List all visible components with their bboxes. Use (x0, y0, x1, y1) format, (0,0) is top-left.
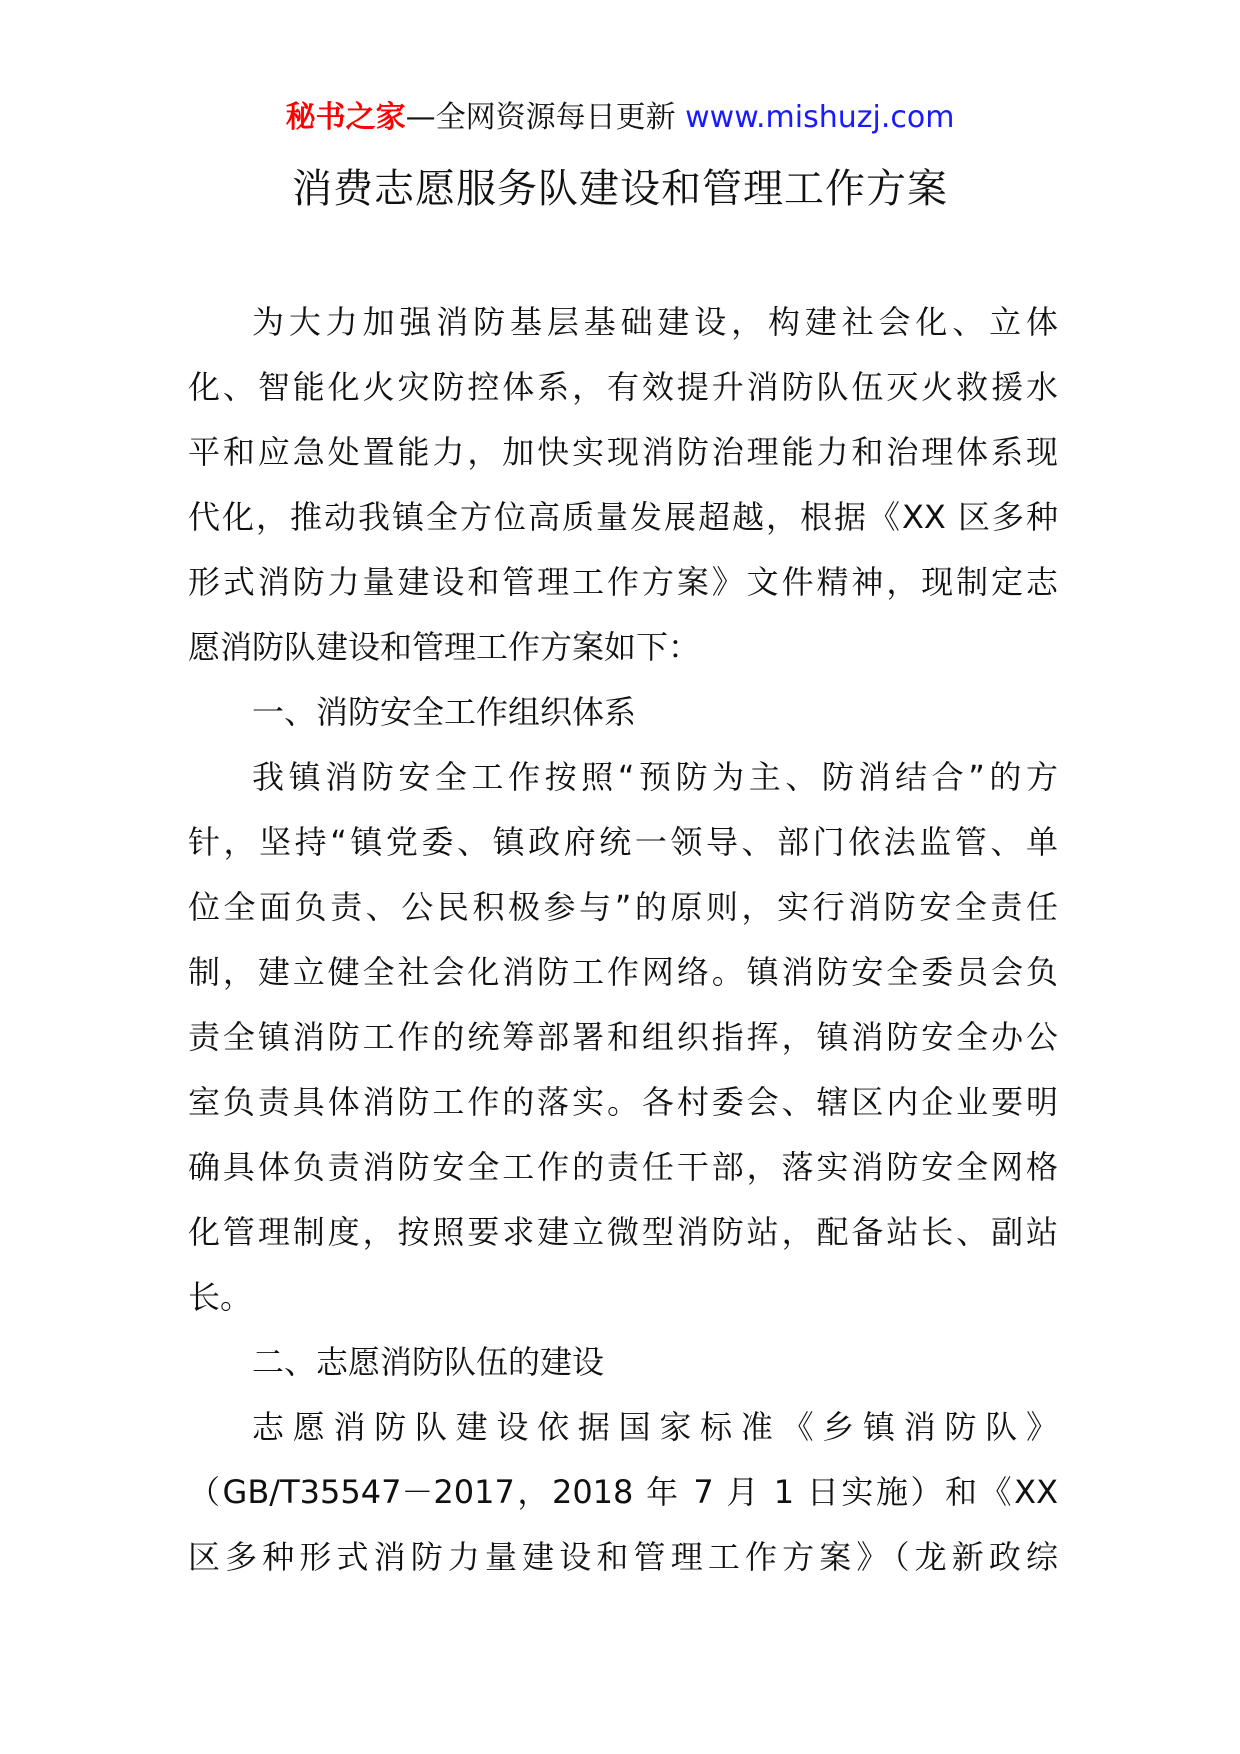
document-title: 消费志愿服务队建设和管理工作方案 (292, 166, 948, 212)
paragraph-line: 责全镇消防工作的统筹部署和组织指挥，镇消防安全办公 (188, 1018, 1058, 1056)
watermark-header (0, 96, 1240, 140)
paragraph-line: 制，建立健全社会化消防工作网络。镇消防安全委员会负 (188, 953, 1058, 991)
site-url[interactable]: www.mishuzj.com (685, 100, 955, 135)
paragraph-line: 室负责具体消防工作的落实。各村委会、辖区内企业要明 (188, 1083, 1058, 1121)
paragraph-line: 化管理制度，按照要求建立微型消防站，配备站长、副站 (188, 1213, 1058, 1251)
paragraph-line: 形式消防力量建设和管理工作方案》文件精神，现制定志 (188, 563, 1058, 601)
section-heading-1: 一、消防安全工作组织体系 (252, 693, 637, 731)
header-tagline: —全网资源每日更新 (405, 100, 676, 135)
paragraph-line: 为大力加强消防基层基础建设，构建社会化、立体 (252, 303, 1058, 341)
paragraph-line: 志愿消防队建设依据国家标准《乡镇消防队》 (252, 1408, 1058, 1446)
paragraph-line: 代化，推动我镇全方位高质量发展超越，根据《XX 区多种 (188, 498, 1058, 536)
paragraph-line: 确具体负责消防安全工作的责任干部，落实消防安全网格 (188, 1148, 1058, 1186)
paragraph-line: 化、智能化火灾防控体系，有效提升消防队伍灭火救援水 (188, 368, 1058, 406)
paragraph-line: （GB/T35547－2017，2018 年 7 月 1 日实施）和《XX (188, 1473, 1058, 1511)
paragraph-line: 位全面负责、公民积极参与”的原则，实行消防安全责任 (188, 888, 1058, 926)
paragraph-line: 我镇消防安全工作按照“预防为主、防消结合”的方 (252, 758, 1058, 796)
paragraph-line: 平和应急处置能力，加快实现消防治理能力和治理体系现 (188, 433, 1058, 471)
brand-name: 秘书之家 (285, 100, 406, 135)
paragraph-line: 针，坚持“镇党委、镇政府统一领导、部门依法监管、单 (188, 823, 1058, 861)
paragraph-line: 愿消防队建设和管理工作方案如下： (188, 628, 701, 666)
document-body (188, 290, 1058, 1590)
paragraph-line: 区多种形式消防力量建设和管理工作方案》（龙新政综 (188, 1538, 1058, 1576)
section-heading-2: 二、志愿消防队伍的建设 (252, 1343, 605, 1381)
paragraph-line: 长。 (188, 1278, 253, 1316)
